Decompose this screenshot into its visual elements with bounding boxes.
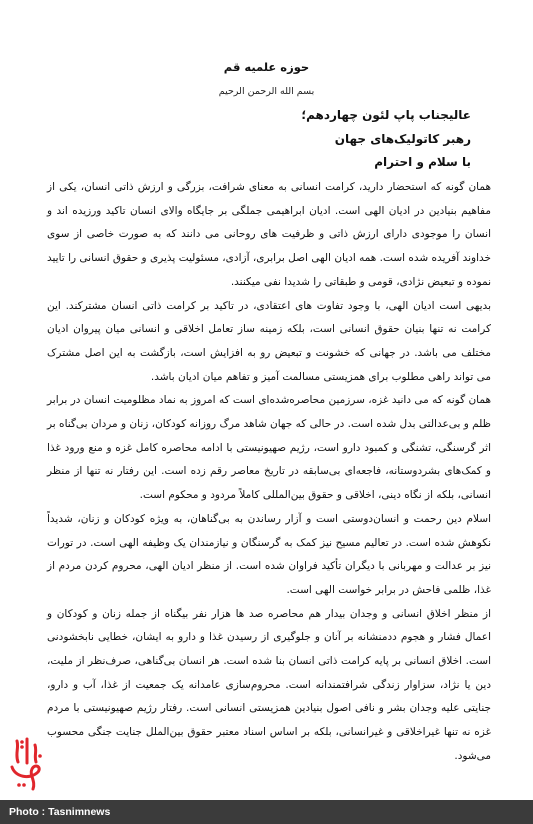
addressee-line: عالیجناب پاپ لئون چهاردهم؛ xyxy=(301,108,471,122)
seminary-name: حوزه علمیه قم xyxy=(223,60,310,74)
body-paragraph: اسلام دین رحمت و انسان‌دوستی است و آزار رساندن به بی‌گناهان، به ویژه کودکان و زنان، شدیداً نکوهش شده است. در تعالیم مسیح نیز کمک به گرسنگان و نیازمندان یک وظیفه الهی است. در تورات نیز بر عدالت و مهربانی با دیگران تأکید فراوان شده است. از منظر ادیان الهی، محروم کردن مردم از غذا، ظلمی فاحش در برابر خواست الهی است. xyxy=(47,512,491,596)
addressee-title: رهبر کاتولیک‌های جهان xyxy=(334,131,471,146)
body-paragraph: همان گونه که استحضار دارید، کرامت انسانی به معنای شرافت، بزرگی و ارزش ذاتی انسان، یکی از مفاهیم بنیادین در ادیان الهی است. ادیان ابراهیمی جملگی بر جایگاه والای انسان تاکید ورزیده اند و انسان را موجودی دارای ارزش ذاتی و ظرفیت های روحانی می دانند که به صورت خاصی از سوی خداوند آفریده شده است. همه ادیان الهی اصل برابری، آزادی، مسئولیت پذیری و حقوق انسانی را تایید نموده و تبعیض نژادی، قومی و طبقاتی را شدیدا نفی میکنند. xyxy=(47,181,491,288)
body-paragraph: همان گونه که می دانید غزه، سرزمین محاصره‌شده‌ای است که امروز به نماد مظلومیت انسان در برابر ظلم و بی‌عدالتی بدل شده است. در حالی که جهان شاهد مرگ روزانه کودکان، زنان و مردان بی‌گناه بر اثر گرسنگی، تشنگی و کمبود دارو است، رژیم صهیونیستی با ادامه محاصره کامل غزه و منع ورود غذا و کمک‌های بشردوستانه، فاجعه‌ای بی‌سابقه در تاریخ معاصر رقم زده است. این رفتار نه تنها از منظر انسانی، بلکه از نگاه دینی، اخلاقی و حقوق بین‌المللی کاملاً مردود و محکوم است. xyxy=(47,394,491,502)
greeting-line: با سلام و احترام xyxy=(374,155,471,169)
letter-body xyxy=(47,176,491,769)
photo-credit-bar xyxy=(0,800,533,824)
basmala: بسم الله الرحمن الرحیم xyxy=(218,86,315,97)
body-paragraph: از منظر اخلاق انسانی و وجدان بیدار هم محاصره صد ها هزار نفر بیگناه از جمله زنان و کودکان و اعمال فشار و هجوم ددمنشانه بر آنان و جلوگیری از رسیدن غذا و دارو به ایشان، خطایی نابخشودنی است. اخلاق انسانی بر پایه کرامت ذاتی انسان بنا شده است. هر انسان بی‌گناهی، صرف‌نظر از ملیت، دین یا نژاد، سزاوار زندگی شرافتمندانه است. محروم‌سازی عامدانه یک جمعیت از غذا، آب و دارو، جنایتی علیه وجدان بشر و نافی اصول بنیادین همزیستی انسانی است. رفتار رژیم صهیونیستی با مردم غزه نه تنها غیراخلاقی و غیرانسانی، بلکه بر اساس اسناد معتبر حقوق بین‌الملل جنایت جنگی محسوب می‌شود. xyxy=(47,607,491,762)
body-paragraph: بدیهی است ادیان الهی، با وجود تفاوت های اعتقادی، در تاکید بر کرامت ذاتی انسان مشترکند. این کرامت نه تنها بنیان حقوق انسانی است، بلکه زمینه ساز تعامل اخلاقی و انسانی میان پیروان ادیان مختلف می باشد. در جهانی که خشونت و تبعیض رو به افزایش است، بازگشت به این اصل مشترک می تواند راهی مطلوب برای همزیستی مسالمت آمیز و تفاهم میان ادیان باشد. xyxy=(47,299,491,383)
photo-credit: Photo : Tasnimnews xyxy=(9,806,111,818)
salutation xyxy=(60,104,471,175)
tasnim-logo xyxy=(8,736,46,792)
